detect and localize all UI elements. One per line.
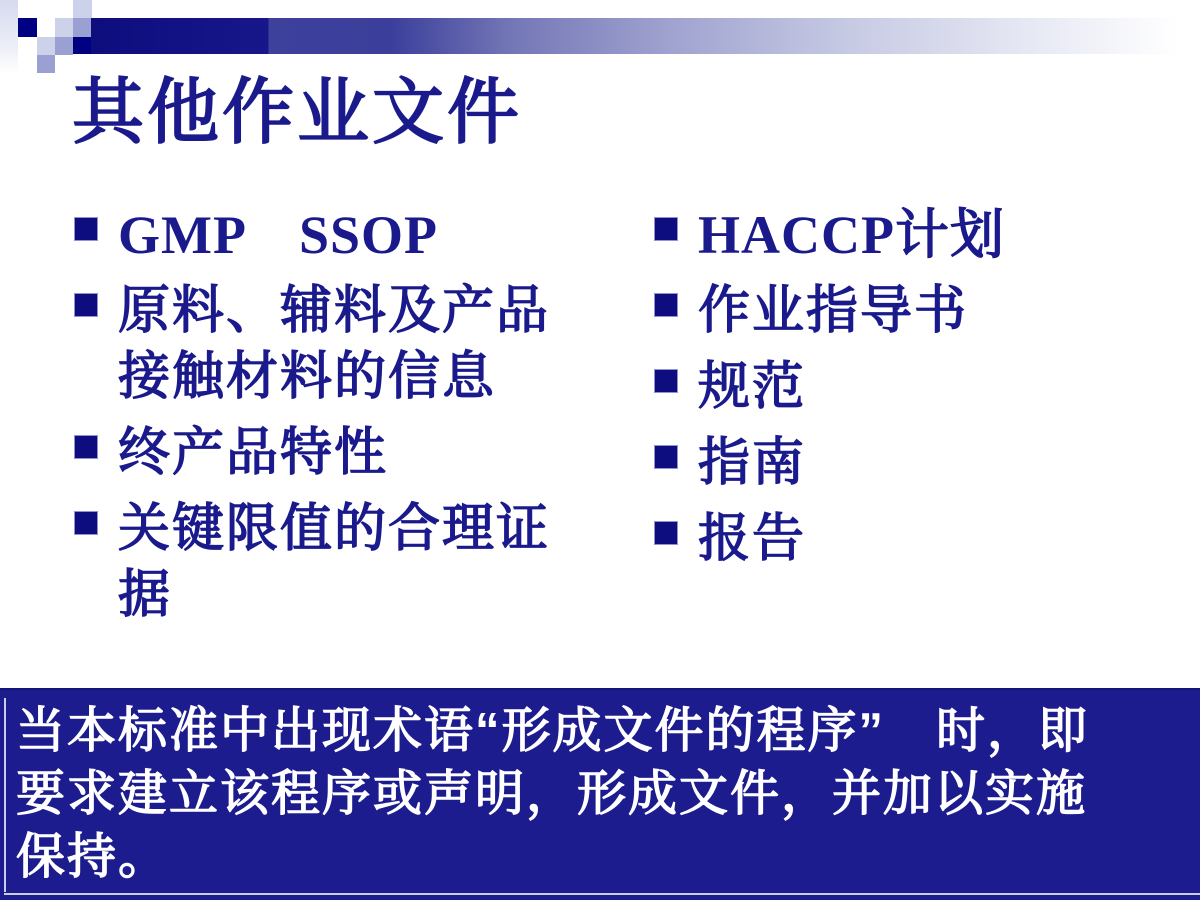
list-item-text <box>118 496 550 628</box>
bullet-square-icon <box>655 218 677 240</box>
banner-text-line: 保持。 <box>16 830 170 884</box>
list-item-text <box>118 202 438 268</box>
list-item <box>655 278 1135 344</box>
list-item-line: 终产品特性 <box>118 424 389 482</box>
mosaic-square <box>55 18 73 37</box>
list-item <box>75 202 595 268</box>
list-item-text <box>698 506 806 572</box>
list-item-line: 原料、辅料及产品 <box>118 282 551 340</box>
mosaic-square <box>73 18 92 37</box>
list-item-text <box>118 420 388 486</box>
list-item <box>655 202 1135 268</box>
bullet-list-right <box>655 202 1135 582</box>
bullet-square-icon <box>75 512 97 534</box>
list-item <box>655 430 1135 496</box>
bullet-square-icon <box>75 436 97 458</box>
list-item-text <box>118 278 550 410</box>
mosaic-square <box>37 55 55 73</box>
mosaic-square <box>73 37 92 54</box>
bullet-square-icon <box>75 294 97 316</box>
bullet-square-icon <box>655 294 677 316</box>
list-item-text <box>698 202 1005 268</box>
banner-border-line <box>4 698 6 892</box>
bullet-square-icon <box>75 218 97 240</box>
mosaic-square <box>73 0 92 18</box>
footer-banner <box>0 688 1200 900</box>
list-item-line: 指南 <box>698 434 807 492</box>
list-item <box>655 354 1135 420</box>
corner-gradient-strip <box>0 0 18 74</box>
bullet-square-icon <box>655 522 677 544</box>
banner-text-line: 要求建立该程序或声明，形成文件，并加以实施 <box>16 767 1088 821</box>
list-item <box>75 278 595 410</box>
mosaic-square <box>37 37 55 55</box>
banner-text-line: 当本标准中出现术语“形成文件的程序” 时，即 <box>16 704 1090 758</box>
mosaic-square <box>18 18 37 37</box>
list-item-text <box>698 430 806 496</box>
bullet-square-icon <box>655 446 677 468</box>
bullet-list-left <box>75 202 595 638</box>
list-item-line: 作业指导书 <box>698 282 969 340</box>
list-item-line: 接触材料的信息 <box>118 348 497 406</box>
slide-title: 其他作业文件 <box>72 73 523 153</box>
list-item-line: 规范 <box>698 358 807 416</box>
list-item-line: GMP SSOP <box>118 205 439 265</box>
list-item-line: 报告 <box>698 510 807 568</box>
list-item <box>655 506 1135 572</box>
list-item-line: 据 <box>118 566 173 624</box>
banner-border-line <box>4 893 1200 895</box>
list-item-text <box>698 354 806 420</box>
header-gradient-bar <box>91 18 1200 54</box>
list-item-line: 关键限值的合理证 <box>118 500 551 558</box>
list-item <box>75 420 595 486</box>
list-item-line: HACCP计划 <box>698 205 1005 265</box>
mosaic-square <box>55 37 73 55</box>
list-item <box>75 496 595 628</box>
bullet-square-icon <box>655 370 677 392</box>
list-item-text <box>698 278 968 344</box>
